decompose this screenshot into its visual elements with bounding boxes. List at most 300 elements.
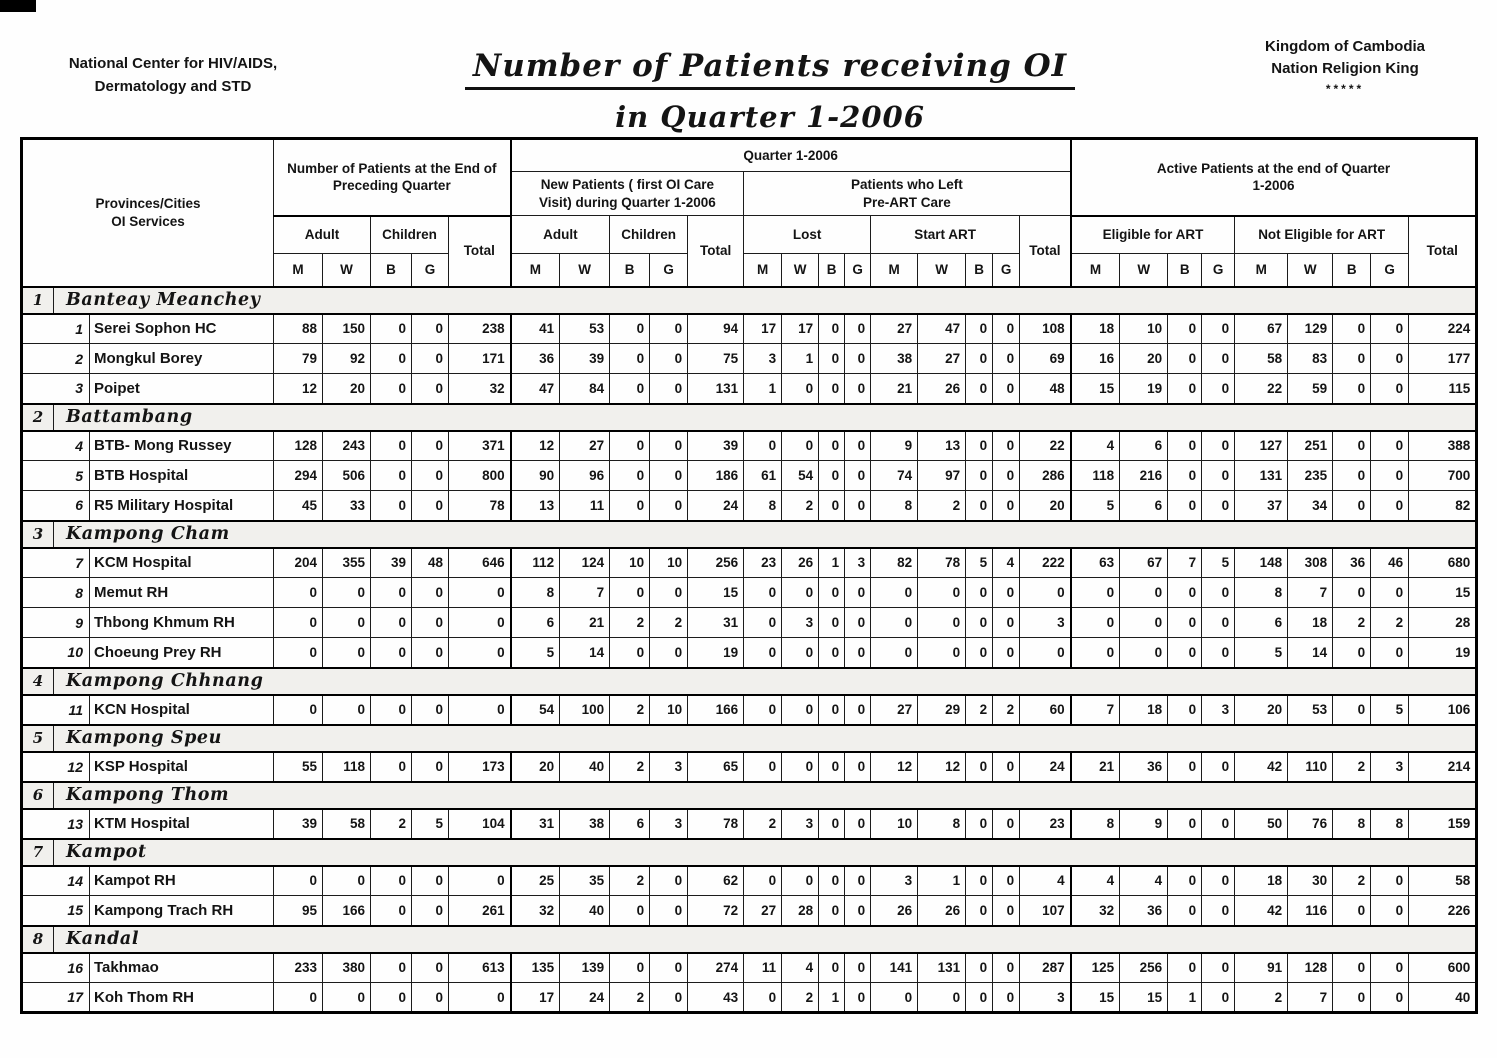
- lost-m-cell: 17: [744, 314, 782, 344]
- col-header-not-eligible-b: B: [1333, 254, 1371, 287]
- new-children-b-cell: 0: [610, 953, 650, 983]
- facility-name: KTM Hospital: [90, 809, 274, 839]
- facility-row: [22, 638, 1477, 668]
- lost-g-cell: 0: [845, 608, 871, 638]
- eligible-m-cell: 4: [1071, 866, 1120, 896]
- new-children-b-cell: 0: [610, 461, 650, 491]
- prev-adult-w-cell: 33: [323, 491, 371, 521]
- not-eligible-b-cell: 0: [1333, 638, 1371, 668]
- lost-b-cell: 0: [819, 695, 845, 725]
- not-eligible-w-cell: 7: [1288, 578, 1333, 608]
- start-art-m-cell: 21: [871, 374, 918, 404]
- col-header-new-total: Total: [688, 216, 744, 287]
- lost-g-cell: 0: [845, 578, 871, 608]
- start-art-w-cell: 26: [918, 896, 966, 926]
- facility-name: R5 Military Hospital: [90, 491, 274, 521]
- page-title: [430, 48, 1110, 140]
- start-art-g-cell: 0: [993, 866, 1020, 896]
- not-eligible-g-cell: 0: [1371, 374, 1409, 404]
- eligible-w-cell: 0: [1120, 578, 1168, 608]
- new-adult-w-cell: 11: [560, 491, 610, 521]
- start-art-g-cell: 0: [993, 608, 1020, 638]
- start-art-w-cell: 0: [918, 983, 966, 1013]
- left-total-cell: 3: [1020, 983, 1071, 1013]
- not-eligible-g-cell: 2: [1371, 608, 1409, 638]
- new-children-g-cell: 3: [650, 809, 688, 839]
- col-header-eligible-m: M: [1071, 254, 1120, 287]
- new-total-cell: 65: [688, 752, 744, 782]
- prev-children-g-cell: 0: [412, 578, 449, 608]
- eligible-m-cell: 0: [1071, 638, 1120, 668]
- col-header-lost-w: W: [782, 254, 819, 287]
- not-eligible-w-cell: 110: [1288, 752, 1333, 782]
- lost-m-cell: 0: [744, 866, 782, 896]
- facility-row: [22, 953, 1477, 983]
- not-eligible-w-cell: 308: [1288, 548, 1333, 578]
- start-art-b-cell: 0: [966, 638, 993, 668]
- eligible-m-cell: 32: [1071, 896, 1120, 926]
- new-total-cell: 256: [688, 548, 744, 578]
- new-children-b-cell: 0: [610, 491, 650, 521]
- lost-b-cell: 0: [819, 866, 845, 896]
- new-adult-w-cell: 96: [560, 461, 610, 491]
- start-art-m-cell: 0: [871, 983, 918, 1013]
- prev-children-g-cell: 48: [412, 548, 449, 578]
- title-line1: Number of Patients receiving OI: [465, 48, 1075, 90]
- start-art-g-cell: 0: [993, 809, 1020, 839]
- new-adult-m-cell: 41: [511, 314, 560, 344]
- eligible-m-cell: 7: [1071, 695, 1120, 725]
- org-line1: National Center for HIV/AIDS,: [68, 55, 278, 72]
- province-group-row: [22, 521, 1477, 548]
- lost-m-cell: 11: [744, 953, 782, 983]
- facility-number: 3: [22, 374, 90, 404]
- active-total-cell: 58: [1409, 866, 1477, 896]
- col-header-prev-g: G: [412, 254, 449, 287]
- lost-g-cell: 0: [845, 491, 871, 521]
- not-eligible-w-cell: 7: [1288, 983, 1333, 1013]
- prev-children-g-cell: 0: [412, 983, 449, 1013]
- prev-adult-m-cell: 45: [274, 491, 323, 521]
- lost-g-cell: 0: [845, 752, 871, 782]
- new-adult-m-cell: 12: [511, 431, 560, 461]
- new-adult-m-cell: 17: [511, 983, 560, 1013]
- prev-children-g-cell: 0: [412, 608, 449, 638]
- start-art-g-cell: 0: [993, 953, 1020, 983]
- eligible-b-cell: 1: [1168, 983, 1202, 1013]
- prev-adult-m-cell: 39: [274, 809, 323, 839]
- col-header-preceding-quarter: [274, 139, 511, 216]
- provinces-line1: Provinces/Cities: [95, 196, 201, 212]
- eligible-w-cell: 216: [1120, 461, 1168, 491]
- facility-number: 10: [22, 638, 90, 668]
- not-eligible-g-cell: 0: [1371, 896, 1409, 926]
- lost-g-cell: 0: [845, 374, 871, 404]
- prev-adult-m-cell: 0: [274, 608, 323, 638]
- lost-g-cell: 3: [845, 548, 871, 578]
- new-adult-m-cell: 6: [511, 608, 560, 638]
- province-number: 1: [22, 287, 54, 314]
- new-children-g-cell: 0: [650, 983, 688, 1013]
- lost-w-cell: 0: [782, 374, 819, 404]
- left-total-cell: 0: [1020, 578, 1071, 608]
- lost-w-cell: 17: [782, 314, 819, 344]
- not-eligible-w-cell: 116: [1288, 896, 1333, 926]
- new-children-g-cell: 0: [650, 431, 688, 461]
- start-art-m-cell: 27: [871, 314, 918, 344]
- start-art-b-cell: 5: [966, 548, 993, 578]
- start-art-b-cell: 0: [966, 866, 993, 896]
- not-eligible-w-cell: 30: [1288, 866, 1333, 896]
- col-header-left-preart: [744, 172, 1071, 216]
- facility-row: [22, 896, 1477, 926]
- facility-name: Koh Thom RH: [90, 983, 274, 1013]
- prev-adult-m-cell: 0: [274, 983, 323, 1013]
- not-eligible-g-cell: 0: [1371, 461, 1409, 491]
- facility-number: 13: [22, 809, 90, 839]
- prev-adult-w-cell: 380: [323, 953, 371, 983]
- new-total-cell: 186: [688, 461, 744, 491]
- new-adult-w-cell: 84: [560, 374, 610, 404]
- col-header-new-children: Children: [610, 216, 688, 254]
- eligible-w-cell: 67: [1120, 548, 1168, 578]
- new-total-cell: 131: [688, 374, 744, 404]
- eligible-g-cell: 0: [1202, 752, 1235, 782]
- lost-g-cell: 0: [845, 953, 871, 983]
- col-header-prev-adult: Adult: [274, 216, 371, 254]
- new-adult-w-cell: 24: [560, 983, 610, 1013]
- lost-g-cell: 0: [845, 896, 871, 926]
- title-line2: in Quarter 1-2006: [607, 100, 933, 140]
- facility-row: [22, 578, 1477, 608]
- prev-children-b-cell: 0: [371, 695, 412, 725]
- preceding-line2: Preceding Quarter: [332, 178, 451, 194]
- prev-adult-w-cell: 0: [323, 695, 371, 725]
- scan-artifact: [0, 0, 36, 12]
- new-children-b-cell: 2: [610, 983, 650, 1013]
- new-children-b-cell: 2: [610, 866, 650, 896]
- lost-g-cell: 0: [845, 695, 871, 725]
- left-total-cell: 108: [1020, 314, 1071, 344]
- left-total-cell: 69: [1020, 344, 1071, 374]
- org-name: [42, 52, 304, 99]
- not-eligible-g-cell: 0: [1371, 953, 1409, 983]
- prev-adult-m-cell: 204: [274, 548, 323, 578]
- new-total-cell: 24: [688, 491, 744, 521]
- kingdom-line2: Nation Religion King: [1271, 59, 1419, 77]
- prev-total-cell: 0: [449, 695, 511, 725]
- prev-adult-w-cell: 0: [323, 638, 371, 668]
- lost-m-cell: 0: [744, 983, 782, 1013]
- left-line2: Pre-ART Care: [863, 194, 951, 210]
- eligible-w-cell: 6: [1120, 491, 1168, 521]
- lost-b-cell: 0: [819, 431, 845, 461]
- not-eligible-w-cell: 235: [1288, 461, 1333, 491]
- not-eligible-b-cell: 0: [1333, 896, 1371, 926]
- not-eligible-g-cell: 46: [1371, 548, 1409, 578]
- eligible-m-cell: 15: [1071, 983, 1120, 1013]
- col-header-not-eligible-art: Not Eligible for ART: [1235, 216, 1409, 254]
- not-eligible-b-cell: 0: [1333, 461, 1371, 491]
- facility-row: [22, 461, 1477, 491]
- prev-total-cell: 371: [449, 431, 511, 461]
- left-total-cell: 22: [1020, 431, 1071, 461]
- new-children-g-cell: 0: [650, 491, 688, 521]
- start-art-b-cell: 2: [966, 695, 993, 725]
- new-children-b-cell: 0: [610, 314, 650, 344]
- facility-number: 1: [22, 314, 90, 344]
- facility-number: 11: [22, 695, 90, 725]
- prev-total-cell: 0: [449, 866, 511, 896]
- new-children-g-cell: 0: [650, 638, 688, 668]
- lost-w-cell: 2: [782, 983, 819, 1013]
- facility-row: [22, 491, 1477, 521]
- eligible-b-cell: 0: [1168, 866, 1202, 896]
- not-eligible-w-cell: 18: [1288, 608, 1333, 638]
- left-total-cell: 0: [1020, 638, 1071, 668]
- province-name: Kampong Cham: [54, 521, 1477, 548]
- not-eligible-m-cell: 5: [1235, 638, 1288, 668]
- new-total-cell: 43: [688, 983, 744, 1013]
- eligible-b-cell: 0: [1168, 461, 1202, 491]
- facility-row: [22, 866, 1477, 896]
- facility-row: [22, 548, 1477, 578]
- lost-m-cell: 27: [744, 896, 782, 926]
- province-name: Kandal: [54, 926, 1477, 953]
- new-children-b-cell: 10: [610, 548, 650, 578]
- active-total-cell: 115: [1409, 374, 1477, 404]
- start-art-b-cell: 0: [966, 461, 993, 491]
- facility-name: Takhmao: [90, 953, 274, 983]
- start-art-g-cell: 0: [993, 461, 1020, 491]
- not-eligible-g-cell: 5: [1371, 695, 1409, 725]
- eligible-g-cell: 0: [1202, 896, 1235, 926]
- col-header-eligible-b: B: [1168, 254, 1202, 287]
- new-children-b-cell: 0: [610, 374, 650, 404]
- not-eligible-m-cell: 67: [1235, 314, 1288, 344]
- col-header-left-total: Total: [1020, 216, 1071, 287]
- not-eligible-w-cell: 129: [1288, 314, 1333, 344]
- col-header-prev-m: M: [274, 254, 323, 287]
- lost-w-cell: 0: [782, 638, 819, 668]
- new-children-b-cell: 2: [610, 752, 650, 782]
- start-art-w-cell: 27: [918, 344, 966, 374]
- prev-children-b-cell: 0: [371, 374, 412, 404]
- prev-total-cell: 104: [449, 809, 511, 839]
- eligible-g-cell: 0: [1202, 374, 1235, 404]
- facility-row: [22, 374, 1477, 404]
- eligible-b-cell: 0: [1168, 578, 1202, 608]
- start-art-w-cell: 78: [918, 548, 966, 578]
- eligible-b-cell: 0: [1168, 638, 1202, 668]
- not-eligible-b-cell: 0: [1333, 374, 1371, 404]
- prev-total-cell: 261: [449, 896, 511, 926]
- prev-children-g-cell: 0: [412, 431, 449, 461]
- not-eligible-b-cell: 8: [1333, 809, 1371, 839]
- col-header-prev-total: Total: [449, 216, 511, 287]
- provinces-line2: OI Services: [111, 213, 185, 229]
- new-adult-m-cell: 112: [511, 548, 560, 578]
- eligible-m-cell: 5: [1071, 491, 1120, 521]
- prev-total-cell: 800: [449, 461, 511, 491]
- active-line1: Active Patients at the end of Quarter: [1156, 160, 1391, 176]
- col-header-new-g: G: [650, 254, 688, 287]
- col-header-prev-children: Children: [371, 216, 449, 254]
- col-header-not-eligible-m: M: [1235, 254, 1288, 287]
- not-eligible-g-cell: 0: [1371, 638, 1409, 668]
- eligible-w-cell: 9: [1120, 809, 1168, 839]
- province-group-row: [22, 725, 1477, 752]
- facility-name: BTB Hospital: [90, 461, 274, 491]
- province-number: 8: [22, 926, 54, 953]
- start-art-b-cell: 0: [966, 953, 993, 983]
- not-eligible-b-cell: 0: [1333, 491, 1371, 521]
- lost-m-cell: 61: [744, 461, 782, 491]
- start-art-m-cell: 10: [871, 809, 918, 839]
- lost-m-cell: 3: [744, 344, 782, 374]
- new-adult-w-cell: 14: [560, 638, 610, 668]
- eligible-m-cell: 63: [1071, 548, 1120, 578]
- col-header-lost-g: G: [845, 254, 871, 287]
- start-art-b-cell: 0: [966, 374, 993, 404]
- prev-adult-m-cell: 0: [274, 695, 323, 725]
- province-name: Kampong Chhnang: [54, 668, 1477, 695]
- eligible-w-cell: 18: [1120, 695, 1168, 725]
- oi-patients-table: [20, 137, 1478, 1014]
- kingdom-line1: Kingdom of Cambodia: [1265, 38, 1425, 55]
- prev-adult-m-cell: 88: [274, 314, 323, 344]
- eligible-b-cell: 0: [1168, 695, 1202, 725]
- prev-children-g-cell: 5: [412, 809, 449, 839]
- new-adult-m-cell: 32: [511, 896, 560, 926]
- eligible-w-cell: 36: [1120, 896, 1168, 926]
- eligible-g-cell: 0: [1202, 344, 1235, 374]
- lost-g-cell: 0: [845, 431, 871, 461]
- eligible-m-cell: 0: [1071, 608, 1120, 638]
- eligible-w-cell: 4: [1120, 866, 1168, 896]
- new-children-b-cell: 0: [610, 344, 650, 374]
- not-eligible-b-cell: 0: [1333, 953, 1371, 983]
- new-adult-w-cell: 40: [560, 752, 610, 782]
- prev-children-b-cell: 0: [371, 314, 412, 344]
- active-total-cell: 40: [1409, 983, 1477, 1013]
- not-eligible-b-cell: 0: [1333, 314, 1371, 344]
- new-children-b-cell: 2: [610, 695, 650, 725]
- eligible-b-cell: 0: [1168, 431, 1202, 461]
- not-eligible-g-cell: 0: [1371, 314, 1409, 344]
- new-adult-m-cell: 20: [511, 752, 560, 782]
- province-group-row: [22, 668, 1477, 695]
- prev-children-b-cell: 0: [371, 491, 412, 521]
- eligible-g-cell: 5: [1202, 548, 1235, 578]
- start-art-w-cell: 47: [918, 314, 966, 344]
- active-total-cell: 15: [1409, 578, 1477, 608]
- facility-row: [22, 983, 1477, 1013]
- lost-m-cell: 2: [744, 809, 782, 839]
- facility-row: [22, 344, 1477, 374]
- facility-row: [22, 695, 1477, 725]
- prev-adult-m-cell: 0: [274, 578, 323, 608]
- province-name: Battambang: [54, 404, 1477, 431]
- prev-children-g-cell: 0: [412, 752, 449, 782]
- left-total-cell: 23: [1020, 809, 1071, 839]
- active-total-cell: 600: [1409, 953, 1477, 983]
- col-header-start-g: G: [993, 254, 1020, 287]
- facility-number: 16: [22, 953, 90, 983]
- eligible-g-cell: 0: [1202, 638, 1235, 668]
- prev-children-g-cell: 0: [412, 953, 449, 983]
- not-eligible-m-cell: 42: [1235, 752, 1288, 782]
- lost-m-cell: 0: [744, 578, 782, 608]
- new-children-b-cell: 0: [610, 638, 650, 668]
- lost-b-cell: 1: [819, 983, 845, 1013]
- new-children-b-cell: 6: [610, 809, 650, 839]
- new-total-cell: 39: [688, 431, 744, 461]
- prev-adult-m-cell: 0: [274, 638, 323, 668]
- left-total-cell: 48: [1020, 374, 1071, 404]
- not-eligible-w-cell: 53: [1288, 695, 1333, 725]
- not-eligible-w-cell: 83: [1288, 344, 1333, 374]
- not-eligible-w-cell: 128: [1288, 953, 1333, 983]
- eligible-m-cell: 16: [1071, 344, 1120, 374]
- facility-name: Thbong Khmum RH: [90, 608, 274, 638]
- start-art-w-cell: 13: [918, 431, 966, 461]
- not-eligible-b-cell: 2: [1333, 752, 1371, 782]
- lost-w-cell: 4: [782, 953, 819, 983]
- not-eligible-m-cell: 18: [1235, 866, 1288, 896]
- prev-children-b-cell: 0: [371, 953, 412, 983]
- eligible-w-cell: 19: [1120, 374, 1168, 404]
- facility-number: 4: [22, 431, 90, 461]
- prev-children-b-cell: 0: [371, 896, 412, 926]
- facility-name: KSP Hospital: [90, 752, 274, 782]
- left-total-cell: 286: [1020, 461, 1071, 491]
- eligible-b-cell: 0: [1168, 344, 1202, 374]
- prev-children-b-cell: 0: [371, 431, 412, 461]
- new-total-cell: 31: [688, 608, 744, 638]
- lost-b-cell: 0: [819, 752, 845, 782]
- col-header-not-eligible-w: W: [1288, 254, 1333, 287]
- start-art-b-cell: 0: [966, 578, 993, 608]
- prev-adult-w-cell: 0: [323, 983, 371, 1013]
- active-total-cell: 680: [1409, 548, 1477, 578]
- new-total-cell: 94: [688, 314, 744, 344]
- province-number: 4: [22, 668, 54, 695]
- start-art-m-cell: 0: [871, 608, 918, 638]
- start-art-b-cell: 0: [966, 752, 993, 782]
- new-children-g-cell: 0: [650, 374, 688, 404]
- lost-m-cell: 0: [744, 638, 782, 668]
- eligible-b-cell: 0: [1168, 314, 1202, 344]
- prev-total-cell: 78: [449, 491, 511, 521]
- lost-m-cell: 1: [744, 374, 782, 404]
- province-group-row: [22, 926, 1477, 953]
- lost-b-cell: 0: [819, 896, 845, 926]
- col-header-prev-b: B: [371, 254, 412, 287]
- new-children-g-cell: 0: [650, 896, 688, 926]
- not-eligible-g-cell: 0: [1371, 866, 1409, 896]
- active-total-cell: 19: [1409, 638, 1477, 668]
- prev-total-cell: 238: [449, 314, 511, 344]
- start-art-m-cell: 9: [871, 431, 918, 461]
- new-total-cell: 62: [688, 866, 744, 896]
- not-eligible-g-cell: 3: [1371, 752, 1409, 782]
- prev-adult-w-cell: 0: [323, 608, 371, 638]
- province-number: 2: [22, 404, 54, 431]
- eligible-w-cell: 0: [1120, 608, 1168, 638]
- active-total-cell: 82: [1409, 491, 1477, 521]
- lost-m-cell: 0: [744, 608, 782, 638]
